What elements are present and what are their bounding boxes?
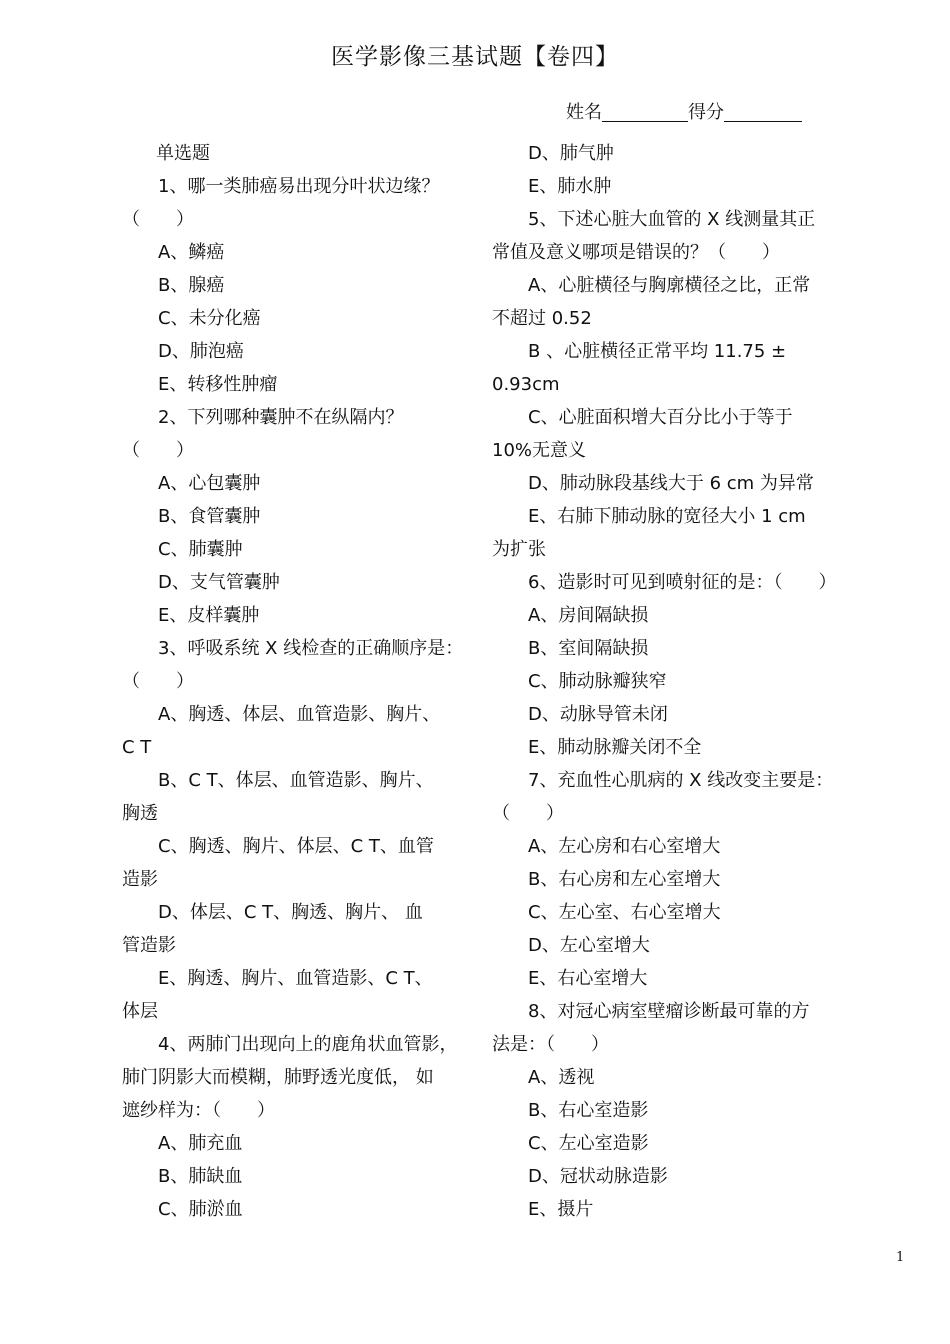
option: B 、心脏横径正常平均 11.75 ± [528,341,787,362]
option: A、心脏横径与胸廓横径之比，正常 [528,275,811,296]
section-heading: 单选题 [156,143,210,164]
page-title: 医学影像三基试题【卷四】 [331,44,619,70]
option-continuation: 0.93cm [492,374,560,395]
option: E、皮样囊肿 [158,605,260,626]
left-column [122,137,470,1226]
option: A、肺充血 [158,1133,243,1154]
option: E、右肺下肺动脉的宽径大小 1 cm [528,506,806,527]
question-continuation: 遮纱样为：（ ） [122,1100,275,1121]
name-label: 姓名 [566,102,602,123]
question-line: 4、两肺门出现向上的鹿角状血管影， [158,1034,458,1055]
option: B、室间隔缺损 [528,638,649,659]
option: C、心脏面积增大百分比小于等于 [528,407,793,428]
answer-paren: （ ） [492,803,564,824]
option: D、左心室增大 [528,935,650,956]
option-continuation: C T [122,737,152,758]
option: D、冠状动脉造影 [528,1166,668,1187]
option: C、左心室造影 [528,1133,649,1154]
option: E、肺动脉瓣关闭不全 [528,737,702,758]
option: B、食管囊肿 [158,506,261,527]
option-continuation: 造影 [122,869,158,890]
answer-paren: （ ） [122,209,194,230]
answer-paren: （ ） [122,440,194,461]
question-continuation: 常值及意义哪项是错误的？（ ） [492,242,780,263]
option: A、鳞癌 [158,242,225,263]
option: A、房间隔缺损 [528,605,649,626]
name-blank[interactable] [602,101,688,122]
option-continuation: 体层 [122,1001,158,1022]
question-line: 3、呼吸系统 X 线检查的正确顺序是： [158,638,464,659]
option: E、右心室增大 [528,968,648,989]
option-continuation: 管造影 [122,935,176,956]
option: C、肺囊肿 [158,539,243,560]
question-continuation: 法是：（ ） [492,1034,609,1055]
option: D、肺动脉段基线大于 6 cm 为异常 [528,473,814,494]
option: C、胸透、胸片、体层、C T、血管 [158,836,434,857]
question-line: 1、哪一类肺癌易出现分叶状边缘？ [158,176,440,197]
name-score-line [566,98,802,124]
question-continuation: 肺门阴影大而模糊，肺野透光度低， 如 [122,1067,434,1088]
question-line: 8、对冠心病室壁瘤诊断最可靠的方 [528,1001,810,1022]
option: A、左心房和右心室增大 [528,836,721,857]
option: B、右心房和左心室增大 [528,869,721,890]
question-line: 6、造影时可见到喷射征的是：（ ） [528,572,837,593]
option: C、肺淤血 [158,1199,243,1220]
option: E、肺水肿 [528,176,612,197]
option: B、腺癌 [158,275,225,296]
score-blank[interactable] [724,101,802,122]
page-number: 1 [896,1250,905,1265]
option: D、体层、C T、胸透、胸片、 血 [158,902,423,923]
option: A、透视 [528,1067,595,1088]
option: D、支气管囊肿 [158,572,280,593]
option: D、动脉导管未闭 [528,704,668,725]
option: C、左心室、右心室增大 [528,902,721,923]
option: B、C T、体层、血管造影、胸片、 [158,770,434,791]
option: B、右心室造影 [528,1100,649,1121]
answer-paren: （ ） [122,671,194,692]
option-continuation: 胸透 [122,803,158,824]
question-line: 2、下列哪种囊肿不在纵隔内？ [158,407,404,428]
score-label: 得分 [688,102,724,123]
option: D、肺气肿 [528,143,614,164]
option: E、摄片 [528,1199,594,1220]
option: C、未分化癌 [158,308,261,329]
question-line: 5、下述心脏大血管的 X 线测量其正 [528,209,816,230]
option-continuation: 不超过 0.52 [492,308,592,329]
option-continuation: 10%无意义 [492,440,587,461]
option: A、心包囊肿 [158,473,261,494]
option: D、肺泡癌 [158,341,244,362]
option: E、胸透、胸片、血管造影、C T、 [158,968,433,989]
right-column [492,137,837,1226]
option: E、转移性肿瘤 [158,374,278,395]
option: A、胸透、体层、血管造影、胸片、 [158,704,441,725]
question-line: 7、充血性心肌病的 X 线改变主要是： [528,770,834,791]
option-continuation: 为扩张 [492,539,546,560]
option: B、肺缺血 [158,1166,243,1187]
option: C、肺动脉瓣狭窄 [528,671,667,692]
